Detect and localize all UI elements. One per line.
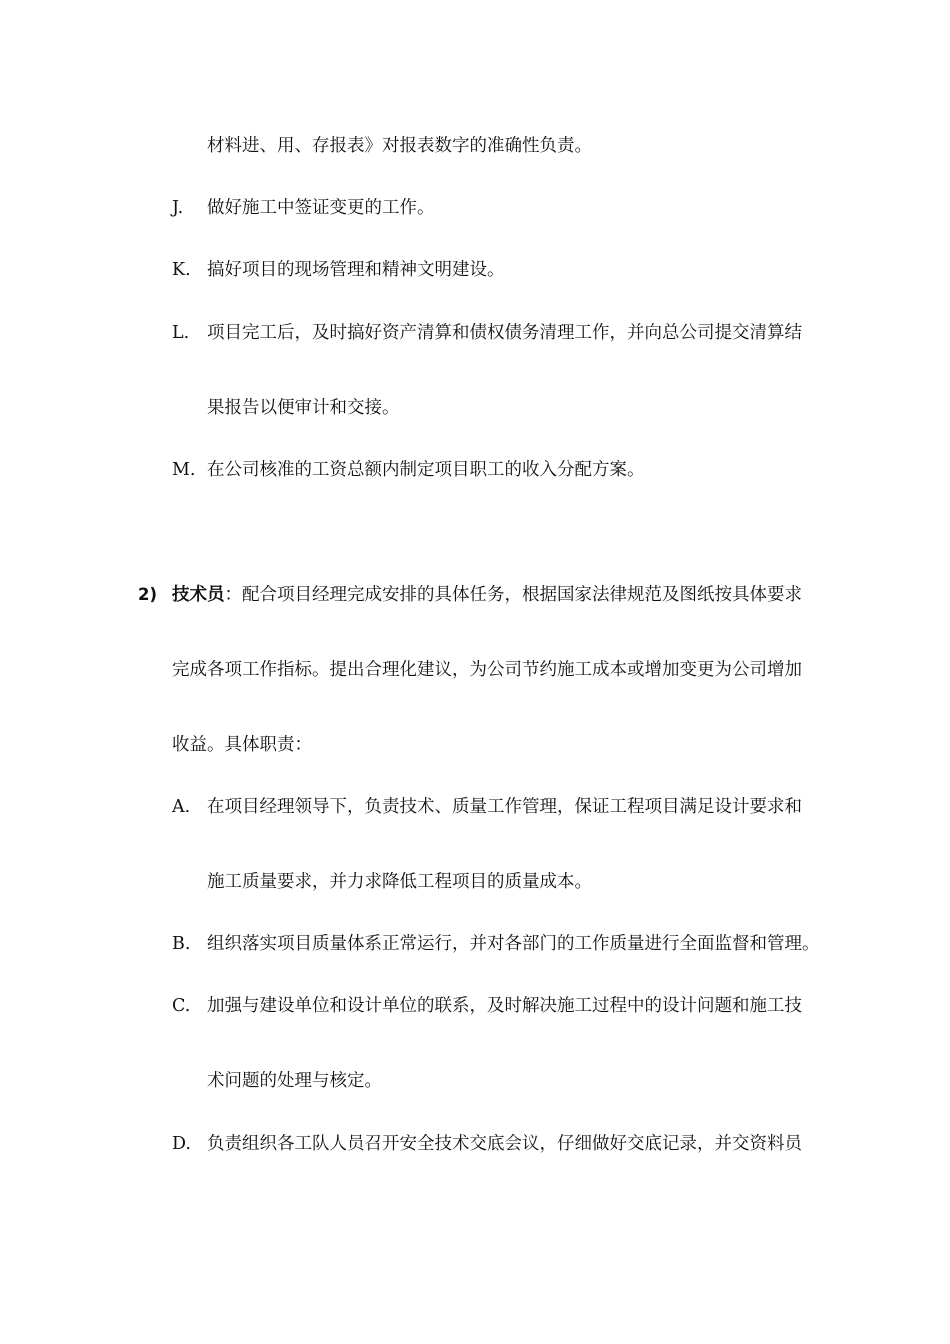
list-marker: K. [172,260,191,280]
list-marker: L. [172,323,190,343]
section-title-colon: ： [224,585,242,605]
section-text-line3: 收益。具体职责： [172,735,312,755]
list-marker: M. [172,460,196,480]
section-text-line2: 完成各项工作指标。提出合理化建议，为公司节约施工成本或增加变更为公司增加 [172,660,802,680]
intro-continuation-text: 材料进、用、存报表》对报表数字的准确性负责。 [207,136,592,156]
list-item-text-continued: 果报告以便审计和交接。 [207,398,400,418]
list-item-text: 在公司核准的工资总额内制定项目职工的收入分配方案。 [207,460,645,480]
list-item-text: 组织落实项目质量体系正常运行，并对各部门的工作质量进行全面监督和管理。 [207,934,820,954]
section-first-line [172,584,802,606]
list-item-text: 做好施工中签证变更的工作。 [207,198,435,218]
list-item-text-continued: 施工质量要求，并力求降低工程项目的质量成本。 [207,872,592,892]
list-item-text-continued: 术问题的处理与核定。 [207,1071,382,1091]
list-item-text: 加强与建设单位和设计单位的联系，及时解决施工过程中的设计问题和施工技 [207,996,802,1016]
list-item-text: 负责组织各工队人员召开安全技术交底会议，仔细做好交底记录，并交资料员 [207,1134,802,1154]
list-item-text: 项目完工后，及时搞好资产清算和债权债务清理工作，并向总公司提交清算结 [207,323,802,343]
list-marker: J. [172,198,184,218]
list-item-text: 在项目经理领导下，负责技术、质量工作管理，保证工程项目满足设计要求和 [207,797,802,817]
list-marker: C. [172,996,191,1016]
section-title: 技术员 [172,585,225,605]
list-item-text: 搞好项目的现场管理和精神文明建设。 [207,260,505,280]
list-marker: A. [172,797,191,817]
section-text-line1: 配合项目经理完成安排的具体任务，根据国家法律规范及图纸按具体要求 [242,585,802,605]
list-marker: B. [172,934,191,954]
section-number: 2) [138,585,158,604]
list-marker: D. [172,1134,191,1154]
